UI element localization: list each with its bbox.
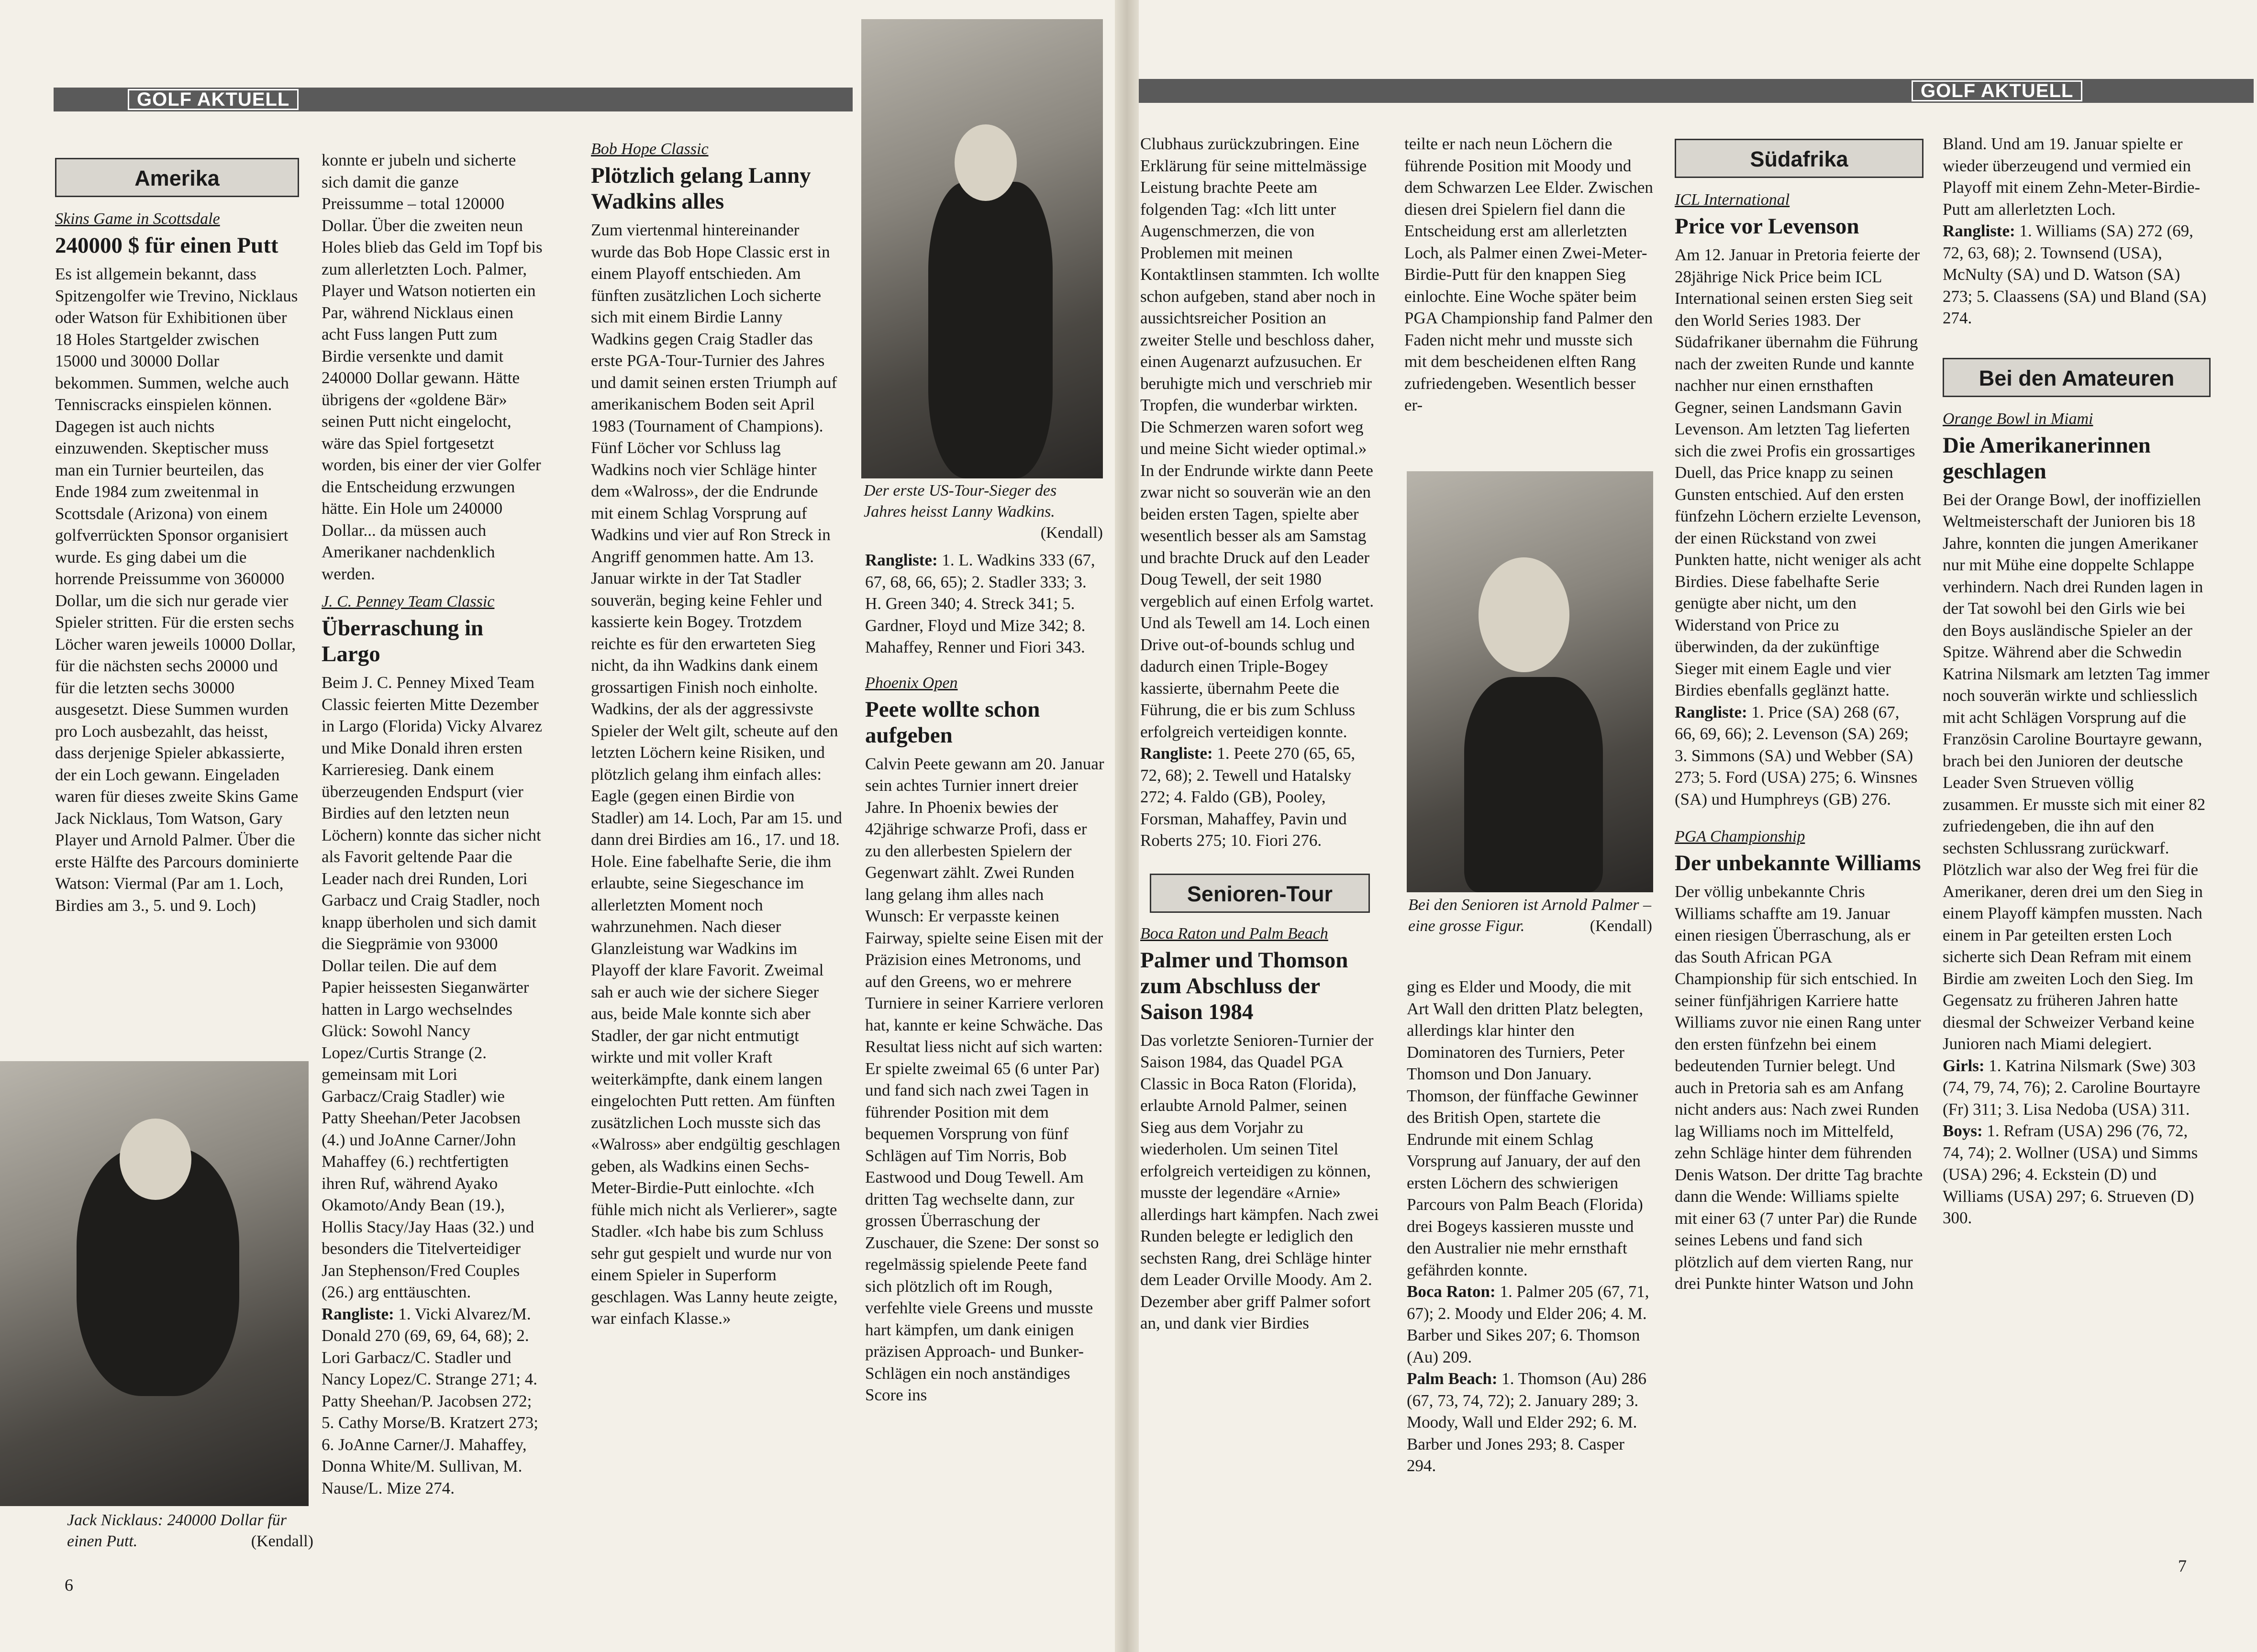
results-text: 1. Palmer 205 (67, 71, 67); 2. Moody und Elder 206; 4. M. Barber und Sikes 207; 6. Thomson (Au) 209. bbox=[1407, 1282, 1649, 1366]
article-headline: 240000 $ für einen Putt bbox=[55, 233, 278, 258]
article-body: Es ist allgemein bekannt, dass Spitzengolfer wie Trevino, Nicklaus oder Watson für Exhibitionen über 18 Holes Startgelder zwischen 15000 und 30000 Dollar bekommen. Summen, welche auch Tenniscracks einspielen können. Dagegen ist auch nichts einzuwenden. Skeptischer muss man ein Turnier beurteilen, das Ende 1984 zum zweitenmal in Scottsdale (Arizona) von einem golfverrückten Sponsor organisiert wurde. Es ging dabei um die horrende Preissumme von 360000 Dollar, um die sich nur gerade vier Spieler stritten. Für die ersten sechs Löcher waren jeweils 10000 Dollar, für die nächsten sechs 20000 und für die letzten sechs 30000 ausgesetzt. Diese Summen wurden pro Loch ausbezahlt, das heisst, dass derjenige Spieler abkassierte, der ein Loch gewann. Eingeladen waren für dieses zweite Skins Game Jack Nicklaus, Tom Watson, Gary Player und Arnold Palmer. Über die erste Hälfte des Parcours dominierte Watson: Viermal (Par am 1. Loch, Birdies am 3., 5. und 9. Loch) bbox=[55, 265, 299, 915]
article-headline: Die Amerikanerinnen geschlagen bbox=[1943, 432, 2151, 484]
photo-jack-nicklaus bbox=[0, 1061, 309, 1506]
article-body: Am 12. Januar in Pretoria feierte der 28jährige Nick Price beim ICL International seinen ersten Sieg seit den World Series 1983. Der Südafrikaner übernahm die Führung nach der zweiten Runde und kannte nachher nur einen ernsthaften Gegner, seinen Landsmann Gavin Levenson. Am letzten Tag lieferten sich die zwei Profis ein grossartiges Duell, das Price knapp zu seinen Gunsten entschied. Auf den ersten fünfzehn Löchern erzielte Levenson, der einen Rückstand von zwei Punkten hatte, nicht weniger als acht Birdies. Diese fabelhafte Serie genügte aber nicht, um den Widerstand von Price zu überwinden, da der zukünftige Sieger mit einem Eagle und vier Birdies ebenfalls geglänzt hatte. bbox=[1675, 245, 1922, 699]
results-text: 1. Refram (USA) 296 (76, 72, 74, 74); 2. Wollner (USA) und Simms (USA) 296; 4. Eckstein (D) und Williams (USA) 297; 6. Strueven (D) 300. bbox=[1943, 1121, 2198, 1227]
results-label: Girls: bbox=[1943, 1056, 1985, 1075]
page-number-right: 7 bbox=[2178, 1556, 2187, 1575]
article-headline: Der unbekannte Williams bbox=[1675, 851, 1921, 876]
photo-arnold-palmer bbox=[1407, 471, 1653, 892]
section-title: Senioren-Tour bbox=[1150, 874, 1370, 913]
results-text: 1. Peete 270 (65, 65, 72, 68); 2. Tewell und Hatalsky 272; 4. Faldo (GB), Pooley, Forsman, Mahaffey, Pavin und Roberts 275; 10. Fiori 276. bbox=[1140, 744, 1356, 850]
article-body: Calvin Peete gewann am 20. Januar sein achtes Turnier innert dreier Jahre. In Phoenix bewies der 42jährige schwarze Profi, dass er zu den allerbesten Spielern der Gegenwart zählt. Zwei Runden lang gelang ihm alles nach Wunsch: Er verpasste keinen Fairway, spielte seine Eisen mit der Präzision eines Metronoms, und auf den Greens, wo er mehrere Turniere in seiner Karriere verloren hat, kannte er keine Schwäche. Das Resultat liess nicht auf sich warten: Er spielte zweimal 65 (6 unter Par) und fand sich nach zwei Tagen in führender Position mit dem bequemen Vorsprung von fünf Schlägen auf Tim Norris, Bob Eastwood und Doug Tewell. Am dritten Tag wechselte dann, zur grossen Überraschung der Zuschauer, die Szene: Der sonst so regelmässig spielende Peete fand sich plötzlich oft im Rough, verfehlte viele Greens und musste hart kämpfen, um dank einigen präzisen Approach- und Bunker-Schlägen ein noch anständiges Score ins bbox=[865, 754, 1104, 1404]
article-body: Das vorletzte Senioren-Turnier der Saison 1984, das Quadel PGA Classic in Boca Raton (Florida), erlaubte Arnold Palmer, seinen Sieg aus dem Vorjahr zu wiederholen. Um seinen Titel erfolgreich verteidigen zu können, musste der legendäre «Arnie» allerdings hart kämpfen. Nach zwei Runden belegte er lediglich den sechsten Rang, drei Schläge hinter dem Leader Orville Moody. Am 2. Dezember aber griff Palmer sofort an, und dank vier Birdies bbox=[1140, 1031, 1379, 1332]
article-kicker: Bob Hope Classic bbox=[591, 140, 709, 158]
golfer-figure bbox=[1464, 677, 1603, 892]
golfer-face bbox=[120, 1119, 191, 1200]
right-page bbox=[1139, 0, 2257, 1652]
photo-credit: (Kendall) bbox=[251, 1532, 313, 1550]
article-headline: Palmer und Thomson zum Abschluss der Saison 1984 bbox=[1140, 947, 1348, 1024]
article-body-continued: teilte er nach neun Löchern die führende Position mit Moody und dem Schwarzen Lee Elder. Zwischen diesen drei Spielern fiel dann die Entscheidung erst am allerletzten Loch, als Palmer einen Zwei-Meter-Birdie-Putt für den knappen Sieg einlochte. Eine Woche später beim PGA Championship fand Palmer den Faden nicht mehr und musste sich mit dem bescheidenen elften Rang zufriedengeben. Wesentlich besser er- bbox=[1404, 134, 1653, 414]
section-title: Bei den Amateuren bbox=[1943, 358, 2211, 397]
article-body: Bei der Orange Bowl, der inoffiziellen Weltmeisterschaft der Junioren bis 18 Jahre, konnten die jungen Amerikaner nur mit Mühe eine doppelte Schlappe verhindern. Nach drei Runden lagen in der Tat sowohl bei den Girls wie bei den Boys ausländische Spieler an der Spitze. Während aber die Schwedin Katrina Nilsmark am letzten Tag immer noch souverän wirkte und schliesslich mit acht Schlägen Vorsprung auf die Französin Caroline Bourtayre gewann, brach bei den Junioren der deutsche Leader Sven Strueven völlig zusammen. Er musste sich mit einer 82 zufriedengeben, die ihn auf den sechsten Schlussrang zurückwarf. Plötzlich war also der Weg frei für die Amerikaner, deren drei um den Sieg in einem Playoff kämpfen mussten. Nach einem in Par geteilten ersten Loch sicherte sich Dean Refram mit einem Birdie am zweiten Loch den Sieg. Im Gegensatz zu früheren Jahren hatte diesmal der Schweizer Verband keine Junioren nach Miami delegiert. bbox=[1943, 490, 2210, 1053]
results-label: Palm Beach: bbox=[1407, 1369, 1498, 1388]
results-boca-raton bbox=[1407, 1281, 1653, 1368]
results-label: Rangliste: bbox=[1943, 222, 2015, 240]
results-label: Rangliste: bbox=[1675, 702, 1747, 721]
article-body: Der völlig unbekannte Chris Williams schaffte am 19. Januar einen riesigen Überraschung, als er das South African PGA Championship für sich entschied. In seiner fünfjährigen Karriere hatte Williams zuvor nie einen Rang unter den ersten fünfzehn bei einem bedeutenden Turnier belegt. Und auch in Pretoria sah es am Anfang nicht anders aus: Nach zwei Runden lag Williams noch im Mittelfeld, zehn Schläge hinter dem führenden Denis Watson. Der dritte Tag brachte dann die Wende: Williams spielte mit einer 63 (7 unter Par) die Runde seines Lebens und fand sich plötzlich auf dem vierten Rang, nur drei Punkte hinter Watson und John bbox=[1675, 882, 1923, 1293]
photo-lanny-wadkins bbox=[861, 19, 1103, 478]
article-kicker: Skins Game in Scottsdale bbox=[55, 210, 220, 228]
results-label: Boys: bbox=[1943, 1121, 1983, 1140]
section-title: Amerika bbox=[55, 158, 299, 197]
article-headline: Überraschung in Largo bbox=[322, 616, 484, 666]
column-amerika bbox=[55, 158, 299, 916]
article-body-continued: konnte er jubeln und sicherte sich damit die ganze Preissumme – total 120000 Dollar. Über die zweiten neun Holes blieb das Geld im Topf bis zum allerletzten Loch. Palmer, Player und Watson notierten ein Par, während Nicklaus einen acht Fuss langen Putt zum Birdie versenkte und damit 240000 Dollar gewann. Hätte übrigens der «goldene Bär» seinen Putt nicht eingelocht, wäre das Spiel fortgesetzt worden, bis einer der vier Golfer die Entscheidung erzwungen hätte. Ein Hole um 240000 Dollar... da müssen auch Amerikaner nachdenklich werden. bbox=[322, 151, 543, 583]
results-list bbox=[1140, 743, 1379, 852]
golfer-face bbox=[955, 124, 1017, 201]
column-5 bbox=[1140, 133, 1379, 1334]
photo-caption-nicklaus bbox=[67, 1510, 313, 1552]
article-body-continued: ging es Elder und Moody, die mit Art Wall den dritten Platz belegten, allerdings klar hinter den Dominatoren des Turniers, Peter Thomson und Don January. Thomson, der fünffache Gewinner des British Open, startete die Endrunde mit einem Schlag Vorsprung auf January, der auf den ersten Löchern des schwierigen Parcours von Palm Beach (Florida) drei Bogeys kassieren musste und den Australier nie mehr ernsthaft gefährden konnte. bbox=[1407, 977, 1644, 1279]
section-title: Südafrika bbox=[1675, 139, 1923, 178]
results-list bbox=[865, 549, 1104, 658]
photo-caption-wadkins bbox=[864, 480, 1103, 543]
results-text: 1. Katrina Nilsmark (Swe) 303 (74, 79, 74, 76); 2. Caroline Bourtayre (Fr) 311; 3. Lisa Nedoba (USA) 311. bbox=[1943, 1056, 2201, 1119]
results-girls bbox=[1943, 1055, 2211, 1120]
column-phoenix bbox=[865, 549, 1104, 1406]
photo-credit: (Kendall) bbox=[1040, 524, 1103, 542]
page-gutter bbox=[1115, 0, 1139, 1652]
page-banner-left bbox=[54, 88, 853, 111]
article-kicker: ICL International bbox=[1675, 191, 1790, 209]
article-kicker: Orange Bowl in Miami bbox=[1943, 410, 2093, 428]
column-amateure bbox=[1943, 133, 2211, 1229]
results-list bbox=[1943, 220, 2211, 329]
article-headline: Plötzlich gelang Lanny Wadkins alles bbox=[591, 163, 811, 214]
article-body-continued: Bland. Und am 19. Januar spielte er wieder überzeugend und vermied ein Playoff mit einem Zehn-Meter-Birdie-Putt am allerletzten Loch. bbox=[1943, 134, 2201, 219]
caption-text: Bei den Senioren ist Arnold Palmer – eine grosse Figur. bbox=[1408, 896, 1652, 935]
article-kicker: Phoenix Open bbox=[865, 674, 958, 692]
results-list bbox=[1675, 701, 1923, 810]
banner-label: GOLF AKTUELL bbox=[128, 89, 299, 110]
results-label: Boca Raton: bbox=[1407, 1282, 1496, 1301]
article-body: Zum viertenmal hintereinander wurde das Bob Hope Classic erst in einem Playoff entschieden. Am fünften zusätzlichen Loch sicherte sich mit einem Birdie Lanny Wadkins gegen Craig Stadler das erste PGA-Tour-Turnier des Jahres und damit seinen ersten Triumph auf amerikanischem Boden seit April 1983 (Tournament of Champions). Fünf Löcher vor Schluss lag Wadkins noch vier Schläge hinter dem «Walross», der die Endrunde mit einem Schlag Vorsprung auf Wadkins und vier auf Ron Streck in Angriff genommen hatte. Am 13. Januar wirkte in der Tat Stadler souverän, beging keine Fehler und kassierte kein Bogey. Trotzdem reichte es für den erwarteten Sieg nicht, da ihn Wadkins dank einem grossartigen Finish noch einholte. Wadkins, der als der aggressivste Spieler der Welt gilt, scheute auf den letzten Löchern keine Risiken, und plötzlich gelang ihm einfach alles: Eagle (gegen einen Birdie von Stadler) am 14. Loch, Par am 15. und dann drei Birdies am 16., 17. und 18. Hole. Eine fabelhafte Serie, die ihm erlaubte, seine Siegeschance im allerletzten Moment noch wahrzunehmen. Nach dieser Glanzleistung war Wadkins im Playoff der klare Favorit. Zweimal sah er auch wie der sichere Sieger aus, beide Male konnte sich aber Stadler, der gar nicht entmutigt wirkte und mit voller Kraft weiterkämpfte, dank einem langen eingelochten Putt retten. Am fünften zusätzlichen Loch musste sich das «Walross» aber endgültig geschlagen geben, als Wadkins einen Sechs-Meter-Birdie-Putt einlochte. «Ich fühle mich nicht als Verlierer», sagte Stadler. «Ich habe bis zum Schluss sehr gut gespielt und wurde nur von einem Spieler in Superform geschlagen. Was Lanny heute zeigte, war einfach Klasse.» bbox=[591, 221, 842, 1328]
article-body-continued: Clubhaus zurückzubringen. Eine Erklärung für seine mittelmässige Leistung brachte Peete am folgenden Tag: «Ich litt unter Augenschmerzen, die von Problemen mit meinen Kontaktlinsen stammten. Ich wollte schon aufgeben, stand aber noch in aussichtsreicher Position an zweiter Stelle und beschloss daher, einen Augenarzt aufzusuchen. Er beruhigte mich und verschrieb mir Tropfen, die wunderbar wirkten. Die Schmerzen waren sofort weg und meine Sicht wieder optimal.» In der Endrunde wirkte dann Peete zwar nicht so souverän wie an den beiden ersten Tagen, spielte aber wesentlich besser als am Samstag und brachte Druck auf den Leader Doug Tewell, der seit 1980 vergeblich auf einen Erfolg wartet. Und als Tewell am 14. Loch einen Drive out-of-bounds schlug und dadurch einen Triple-Bogey kassierte, übernahm Peete die Führung, die er bis zum Schluss erfolgreich verteidigen konnte. bbox=[1140, 134, 1379, 741]
results-palm-beach bbox=[1407, 1368, 1653, 1477]
photo-credit: (Kendall) bbox=[1590, 917, 1652, 935]
golfer-figure bbox=[928, 182, 1053, 478]
caption-text: Jack Nicklaus: 240000 Dollar für einen Putt. bbox=[67, 1511, 287, 1550]
results-text: 1. Price (SA) 268 (67, 66, 69, 66); 2. Levenson (SA) 269; 3. Simmons (SA) und Webber (SA) 273; 5. Ford (USA) 275; 6. Winsnes (SA) und Humphreys (GB) 276. bbox=[1675, 702, 1918, 809]
column-bob-hope bbox=[591, 139, 842, 1330]
results-label: Rangliste: bbox=[1140, 744, 1213, 763]
article-kicker: PGA Championship bbox=[1675, 828, 1805, 845]
left-page bbox=[0, 0, 1115, 1652]
results-text: 1. Thomson (Au) 286 (67, 73, 74, 72); 2. January 289; 3. Moody, Wall und Elder 292; 6. M. Barber und Jones 293; 8. Casper 294. bbox=[1407, 1369, 1646, 1475]
column-suedafrika bbox=[1675, 139, 1923, 1295]
article-body: Beim J. C. Penney Mixed Team Classic feierten Mitte Dezember in Largo (Florida) Vicky Alvarez und Mike Donald ihren ersten Karrieresieg. Dank einem überzeugenden Endspurt (vier Birdies auf den letzten neun Löchern) konnte das sicher nicht als Favorit geltende Paar die Leader nach drei Runden, Lori Garbacz und Craig Stadler, noch knapp überholen und sich damit die Siegprämie von 93000 Dollar teilen. Die auf dem Papier heissesten Sieganwärter hatten in Largo wechselndes Glück: Sowohl Nancy Lopez/Curtis Strange (2. gemeinsam mit Lori Garbacz/Craig Stadler) wie Patty Sheehan/Peter Jacobsen (4.) und JoAnne Carner/John Mahaffey (6.) rechtfertigten ihren Ruf, während Ayako Okamoto/Andy Bean (19.), Hollis Stacy/Jay Haas (32.) und besonders die Titelverteidiger Jan Stephenson/Fred Couples (26.) arg enttäuschten. bbox=[322, 673, 543, 1301]
results-text: 1. L. Wadkins 333 (67, 67, 68, 66, 65); 2. Stadler 333; 3. H. Green 340; 4. Streck 341; 5. Gardner, Floyd und Mize 342; 8. Mahaffey, Renner und Fiori 343. bbox=[865, 551, 1095, 656]
results-text: 1. Williams (SA) 272 (69, 72, 63, 68); 2. Townsend (USA), McNulty (SA) und D. Watson (SA) 273; 5. Claassens (SA) und Bland (SA) 274. bbox=[1943, 222, 2207, 327]
photo-caption-palmer bbox=[1408, 895, 1652, 937]
results-boys bbox=[1943, 1120, 2211, 1229]
results-label: Rangliste: bbox=[865, 551, 938, 569]
column-6-top bbox=[1404, 133, 1653, 416]
article-headline: Price vor Levenson bbox=[1675, 214, 1859, 239]
results-label: Rangliste: bbox=[322, 1304, 394, 1323]
article-kicker: J. C. Penney Team Classic bbox=[322, 593, 495, 610]
article-headline: Peete wollte schon aufgeben bbox=[865, 697, 1040, 748]
results-list bbox=[322, 1303, 543, 1499]
caption-text: Der erste US-Tour-Sieger des Jahres heisst Lanny Wadkins. bbox=[864, 482, 1057, 521]
column-6-bottom bbox=[1407, 976, 1653, 1477]
results-text: 1. Vicki Alvarez/M. Donald 270 (69, 69, 64, 68); 2. Lori Garbacz/C. Stadler und Nancy Lopez/C. Strange 271; 4. Patty Sheehan/P. Jacobsen 272; 5. Cathy Morse/B. Kratzert 273; 6. JoAnne Carner/J. Mahaffey, Donna White/M. Sullivan, M. Nause/L. Mize 274. bbox=[322, 1304, 538, 1497]
golfer-face bbox=[1479, 557, 1569, 672]
page-number-left: 6 bbox=[65, 1575, 73, 1595]
column-2 bbox=[322, 149, 543, 1499]
page-banner-right bbox=[1139, 79, 2254, 103]
banner-label: GOLF AKTUELL bbox=[1912, 80, 2082, 101]
article-kicker: Boca Raton und Palm Beach bbox=[1140, 924, 1328, 942]
